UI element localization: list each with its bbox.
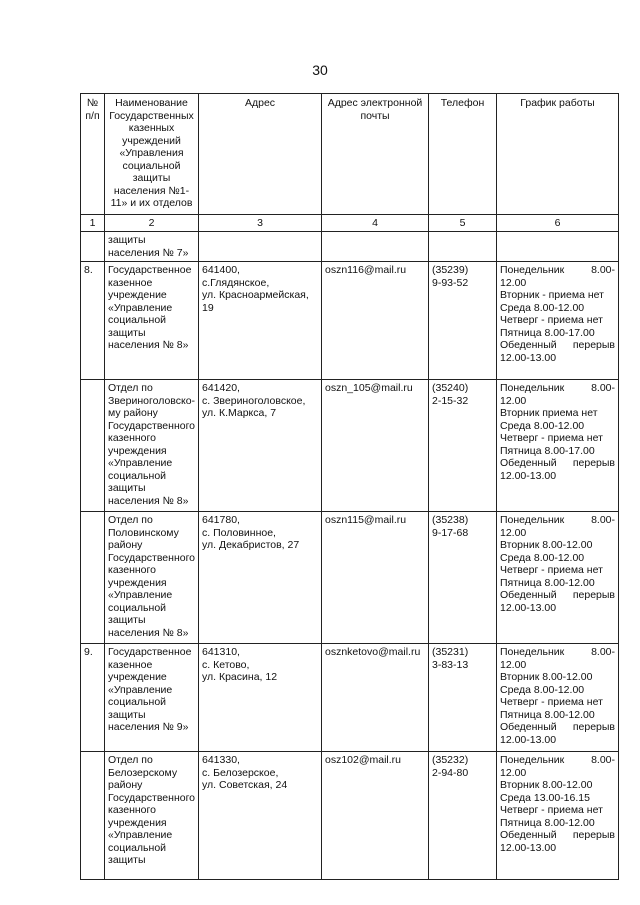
column-number: 6 bbox=[497, 214, 619, 232]
schedule-text: 8.00- bbox=[591, 264, 615, 276]
institution-name: Отдел по Белозерскому району Государственного казенного учреждения «Управление социальной защиты bbox=[105, 752, 199, 880]
schedule-line: Пятница 8.00-17.00 bbox=[500, 444, 595, 457]
email-address: osznketovo@mail.ru bbox=[322, 644, 429, 752]
postal-address: 641420, с. Звериноголовское, ул. К.Маркса, 7 bbox=[199, 380, 322, 512]
schedule-line: Четверг - приема нет bbox=[500, 804, 603, 816]
schedule-line: Четверг - приема нет bbox=[500, 432, 603, 444]
header-address: Адрес bbox=[199, 94, 322, 215]
institution-name: Государственное казенное учреждение «Управление социальной защиты населения № 9» bbox=[105, 644, 199, 752]
row-number bbox=[81, 512, 105, 644]
schedule-text: Обеденный bbox=[500, 829, 557, 841]
phone-number: (35240) 2-15-32 bbox=[429, 380, 497, 512]
row-number: 9. bbox=[81, 644, 105, 752]
schedule-line: Среда 8.00-12.00 bbox=[500, 551, 585, 564]
header-num: № п/п bbox=[81, 94, 105, 215]
postal-address: 641330, с. Белозерское, ул. Советская, 24 bbox=[199, 752, 322, 880]
column-number: 2 bbox=[105, 214, 199, 232]
schedule-text: 8.00- bbox=[591, 382, 615, 394]
header-phone: Телефон bbox=[429, 94, 497, 215]
schedule-line: 12.00 bbox=[500, 658, 527, 671]
schedule-text: Обеденный bbox=[500, 721, 557, 733]
schedule-line: Среда 8.00-12.00 bbox=[500, 419, 585, 432]
schedule-line: 12.00-13.00 bbox=[500, 841, 557, 854]
schedule-text: 8.00- bbox=[591, 646, 615, 658]
schedule-line bbox=[500, 754, 615, 767]
phone-number: (35239) 9-93-52 bbox=[429, 262, 497, 380]
email-address: osz102@mail.ru bbox=[322, 752, 429, 880]
schedule-line: Среда 8.00-12.00 bbox=[500, 683, 585, 696]
institution-name: Отдел по Половинскому району Государственного казенного учреждения «Управление социальной защиты населения № 8» bbox=[105, 512, 199, 644]
work-schedule bbox=[497, 752, 619, 880]
column-number: 5 bbox=[429, 214, 497, 232]
schedule-line bbox=[500, 382, 615, 395]
institution-name: Отдел по Звериноголовско-му району Государственного казенного учреждения «Управление социальной защиты населения № 8» bbox=[105, 380, 199, 512]
work-schedule bbox=[497, 380, 619, 512]
column-number: 1 bbox=[81, 214, 105, 232]
institution-name: Государственное казенное учреждение «Управление социальной защиты населения № 8» bbox=[105, 262, 199, 380]
phone-number: (35231) 3-83-13 bbox=[429, 644, 497, 752]
table-row bbox=[81, 512, 619, 644]
schedule-line: Среда 8.00-12.00 bbox=[500, 301, 585, 314]
schedule-text: Понедельник bbox=[500, 646, 565, 658]
table-row bbox=[81, 380, 619, 512]
continuation-row bbox=[81, 232, 619, 262]
postal-address: 641310, с. Кетово, ул. Красина, 12 bbox=[199, 644, 322, 752]
schedule-line: 12.00-13.00 bbox=[500, 351, 557, 364]
schedule-line: Четверг - приема нет bbox=[500, 314, 603, 326]
continuation-name: защиты населения № 7» bbox=[105, 232, 199, 262]
schedule-line: 12.00-13.00 bbox=[500, 469, 557, 482]
page-number: 30 bbox=[312, 62, 328, 78]
column-number: 4 bbox=[322, 214, 429, 232]
schedule-text: перерыв bbox=[572, 721, 615, 733]
schedule-line: Вторник приема нет bbox=[500, 407, 598, 419]
schedule-line: Среда 13.00-16.15 bbox=[500, 791, 590, 804]
table-row bbox=[81, 644, 619, 752]
email-address: oszn115@mail.ru bbox=[322, 512, 429, 644]
schedule-line: Четверг - приема нет bbox=[500, 564, 603, 576]
phone-number: (35238) 9-17-68 bbox=[429, 512, 497, 644]
schedule-text: Понедельник bbox=[500, 514, 565, 526]
column-number: 3 bbox=[199, 214, 322, 232]
work-schedule bbox=[497, 644, 619, 752]
schedule-line bbox=[500, 646, 615, 659]
institutions-table bbox=[80, 93, 619, 880]
schedule-line bbox=[500, 589, 615, 602]
schedule-text: 8.00- bbox=[591, 754, 615, 766]
header-schedule: График работы bbox=[497, 94, 619, 215]
schedule-line: Вторник 8.00-12.00 bbox=[500, 539, 593, 551]
schedule-line: Вторник - приема нет bbox=[500, 289, 604, 301]
schedule-text: перерыв bbox=[572, 457, 615, 469]
schedule-line: Вторник 8.00-12.00 bbox=[500, 779, 593, 791]
column-number-row bbox=[81, 214, 619, 232]
table-row bbox=[81, 752, 619, 880]
schedule-text: Понедельник bbox=[500, 754, 565, 766]
schedule-text: перерыв bbox=[572, 589, 615, 601]
row-number: 8. bbox=[81, 262, 105, 380]
schedule-text: Понедельник bbox=[500, 382, 565, 394]
header-email: Адрес электронной почты bbox=[322, 94, 429, 215]
schedule-line: Вторник 8.00-12.00 bbox=[500, 671, 593, 683]
schedule-line bbox=[500, 264, 615, 277]
schedule-line: Пятница 8.00-12.00 bbox=[500, 816, 595, 829]
schedule-line: Пятница 8.00-12.00 bbox=[500, 576, 595, 589]
schedule-line bbox=[500, 514, 615, 527]
phone-number: (35232) 2-94-80 bbox=[429, 752, 497, 880]
schedule-line: 12.00-13.00 bbox=[500, 601, 557, 614]
postal-address: 641780, с. Половинное, ул. Декабристов, 27 bbox=[199, 512, 322, 644]
schedule-line: Четверг - приема нет bbox=[500, 696, 603, 708]
schedule-line: 12.00 bbox=[500, 526, 527, 539]
schedule-line: 12.00-13.00 bbox=[500, 733, 557, 746]
table-row bbox=[81, 262, 619, 380]
schedule-line: Пятница 8.00-17.00 bbox=[500, 326, 595, 339]
schedule-text: Обеденный bbox=[500, 589, 557, 601]
row-number bbox=[81, 380, 105, 512]
schedule-line: 12.00 bbox=[500, 276, 527, 289]
email-address: oszn_105@mail.ru bbox=[322, 380, 429, 512]
postal-address: 641400, с.Глядянское, ул. Красноармейская, 19 bbox=[199, 262, 322, 380]
work-schedule bbox=[497, 262, 619, 380]
schedule-text: Обеденный bbox=[500, 339, 557, 351]
schedule-text: Понедельник bbox=[500, 264, 565, 276]
schedule-text: Обеденный bbox=[500, 457, 557, 469]
schedule-line bbox=[500, 829, 615, 842]
schedule-line bbox=[500, 457, 615, 470]
email-address: oszn116@mail.ru bbox=[322, 262, 429, 380]
table-header-row bbox=[81, 94, 619, 215]
row-number bbox=[81, 752, 105, 880]
work-schedule bbox=[497, 512, 619, 644]
schedule-line: Пятница 8.00-12.00 bbox=[500, 708, 595, 721]
header-name: Наименование Государственных казенных учреждений «Управления социальной защиты населения №1-11» и их отделов bbox=[105, 94, 199, 215]
schedule-text: 8.00- bbox=[591, 514, 615, 526]
schedule-text: перерыв bbox=[572, 339, 615, 351]
schedule-line: 12.00 bbox=[500, 394, 527, 407]
schedule-line bbox=[500, 721, 615, 734]
schedule-line bbox=[500, 339, 615, 352]
schedule-text: перерыв bbox=[572, 829, 615, 841]
schedule-line: 12.00 bbox=[500, 766, 527, 779]
